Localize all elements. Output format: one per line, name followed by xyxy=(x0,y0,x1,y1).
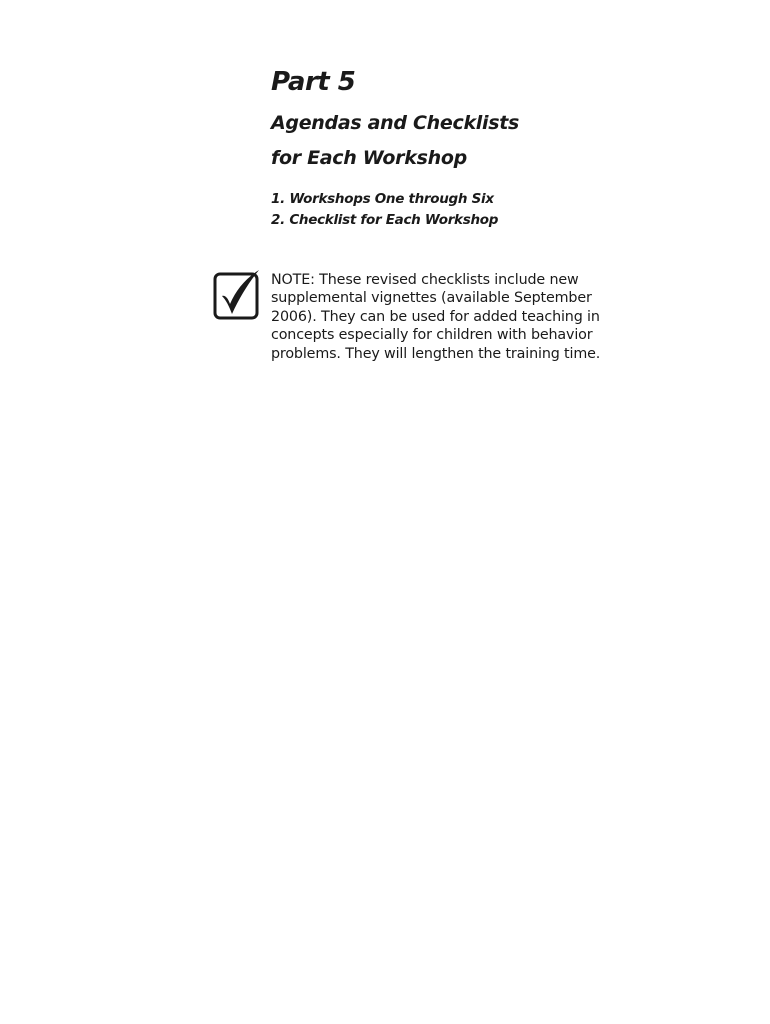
contents-item: 2. Checklist for Each Workshop xyxy=(271,212,499,228)
note-line: 2006). They can be used for added teaching in xyxy=(271,308,600,325)
note-line: NOTE: These revised checklists include new xyxy=(271,272,579,288)
section-subtitle xyxy=(271,106,691,176)
part-title: Part 5 xyxy=(271,67,356,97)
subtitle-line-1: Agendas and Checklists xyxy=(271,112,520,134)
checked-box-icon xyxy=(212,268,262,322)
subtitle-line-2: for Each Workshop xyxy=(271,147,467,169)
note-line: concepts especially for children with behavior xyxy=(271,327,593,344)
note-line: problems. They will lengthen the training time. xyxy=(271,345,601,362)
revision-note xyxy=(271,271,631,363)
note-line: supplemental vignettes (available September xyxy=(271,290,592,307)
contents-list xyxy=(271,189,691,231)
title-block xyxy=(271,64,691,176)
contents-item: 1. Workshops One through Six xyxy=(271,191,494,207)
